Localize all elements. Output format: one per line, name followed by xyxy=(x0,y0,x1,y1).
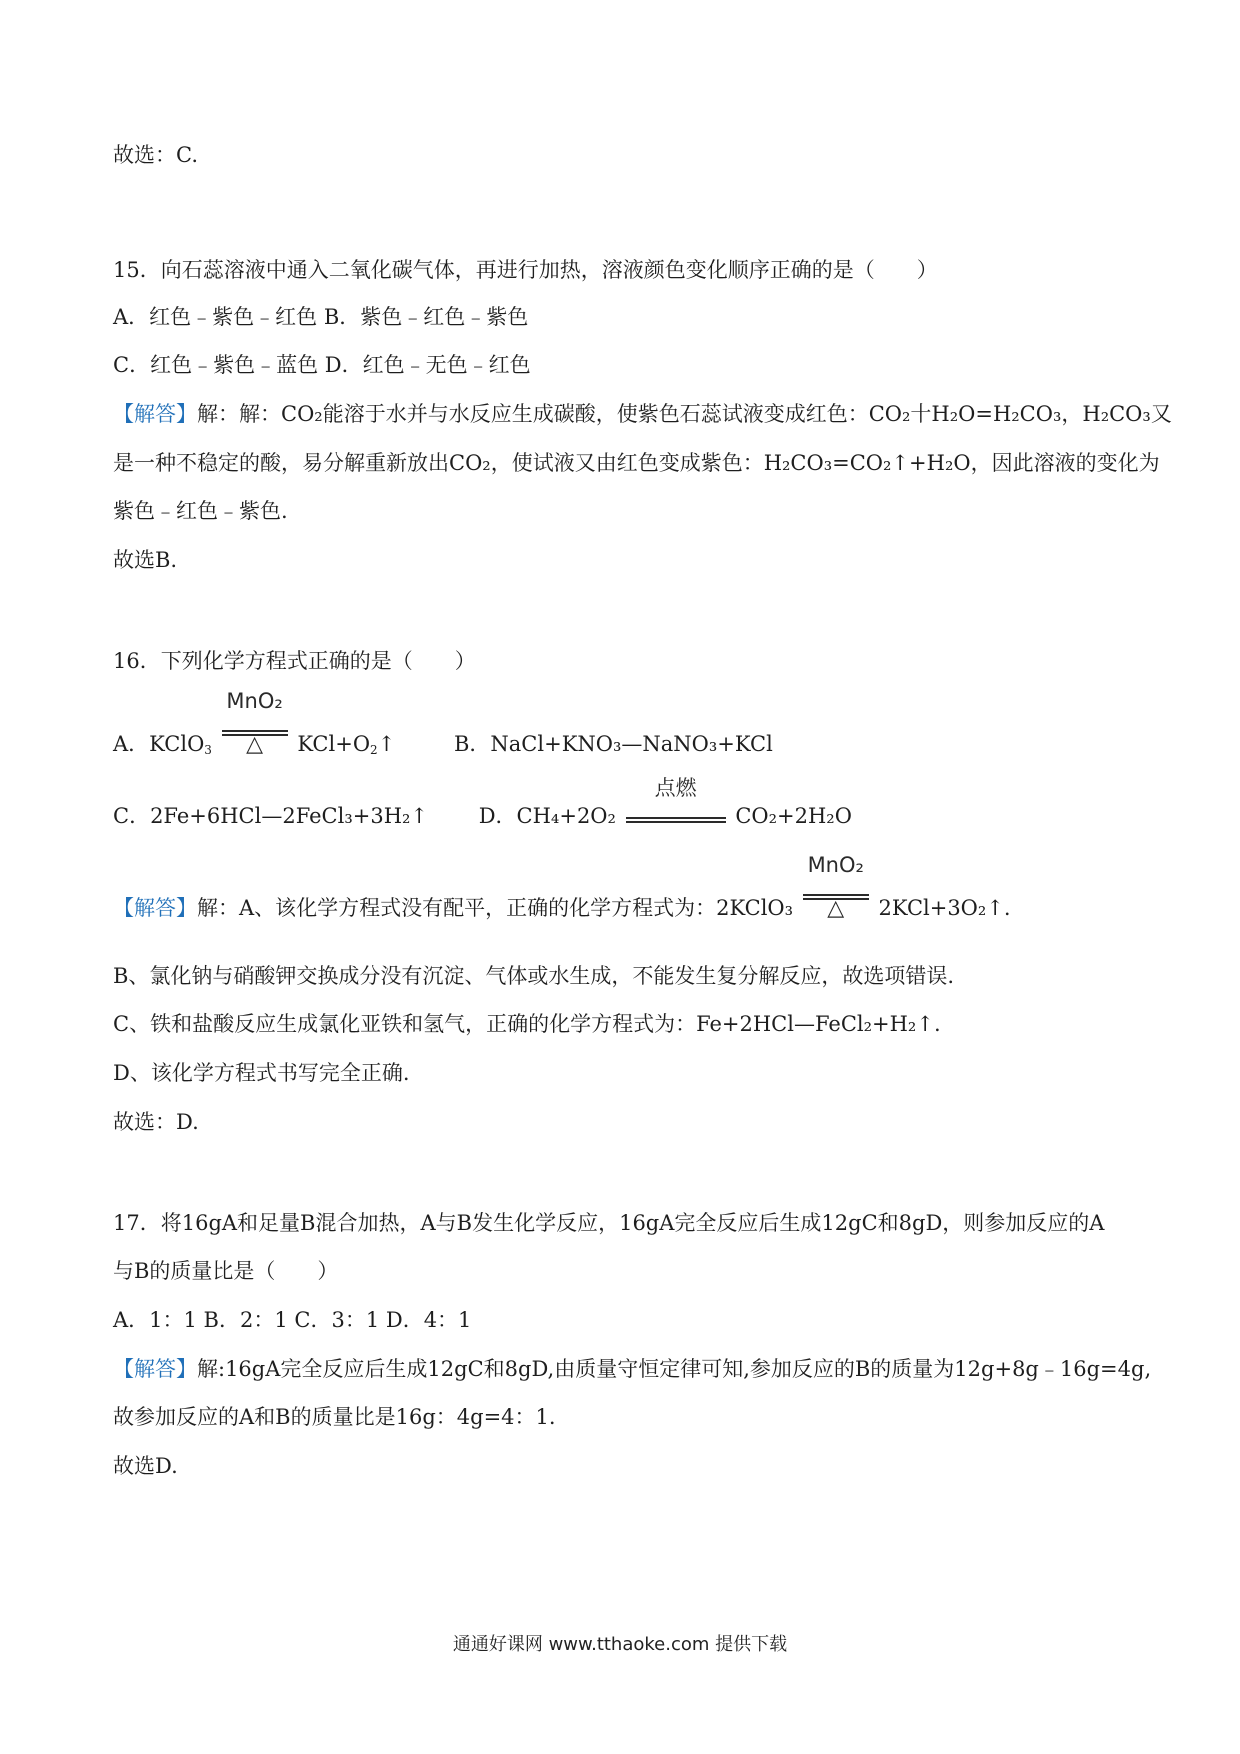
q17-solution-line-1 xyxy=(113,1354,1152,1384)
option-a-sub: 3 xyxy=(204,743,212,757)
q17-answer: 故选D. xyxy=(113,1454,178,1478)
q15-options-ab: A．红色﹣紫色﹣红色 B．紫色﹣红色﹣紫色 xyxy=(113,305,529,329)
solution-text: 解:16gA完全反应后生成12gC和8gD,由质量守恒定律可知,参加反应的B的质量为12g+8g﹣16g=4g, xyxy=(197,1357,1152,1381)
q16-solution-b: B、氯化钠与硝酸钾交换成分没有沉淀、气体或水生成，不能发生复分解反应，故选项错误. xyxy=(113,964,955,988)
solution-tag: 【解答】 xyxy=(113,896,197,920)
catalyst-heat-arrow xyxy=(222,689,288,757)
q16-answer: 故选：D. xyxy=(113,1110,199,1134)
catalyst-heat-arrow xyxy=(803,853,869,921)
heat-symbol: △ xyxy=(246,732,264,757)
option-d-left: D．CH₄+2O₂ xyxy=(478,804,616,828)
q14-answer: 故选：C. xyxy=(113,143,198,167)
solution-tag: 【解答】 xyxy=(113,402,197,426)
solution-text: 解：解：CO₂能溶于水并与水反应生成碳酸，使紫色石蕊试液变成红色：CO₂十H₂O=H₂CO₃，H₂CO₃又 xyxy=(197,402,1172,426)
q17-solution-line-2: 故参加反应的A和B的质量比是16g：4g=4：1. xyxy=(113,1405,556,1429)
solution-a-left: 解：A、该化学方程式没有配平，正确的化学方程式为：2KClO₃ xyxy=(197,896,794,920)
q15-answer: 故选B. xyxy=(113,548,178,572)
q16-stem: 16．下列化学方程式正确的是（ ） xyxy=(113,649,476,673)
ignite-arrow xyxy=(626,776,726,823)
option-a-left: A．KClO xyxy=(113,732,205,756)
option-c: C．2Fe+6HCl—2FeCl₃+3H₂↑ xyxy=(113,804,429,828)
q16-option-a-b xyxy=(113,689,1140,759)
q17-stem-line-2: 与B的质量比是（ ） xyxy=(113,1259,339,1283)
q16-option-c-d xyxy=(113,776,1140,831)
q16-solution-a xyxy=(113,853,1140,923)
double-bar xyxy=(626,817,726,823)
catalyst-label: MnO₂ xyxy=(226,689,283,713)
q17-stem-line-1: 17．将16gA和足量B混合加热，A与B发生化学反应，16gA完全反应后生成12gC和8gD，则参加反应的A xyxy=(113,1211,1105,1235)
q15-solution-line-3: 紫色﹣红色﹣紫色. xyxy=(113,499,288,523)
heat-symbol: △ xyxy=(827,896,845,921)
option-a-right: KCl+O xyxy=(297,732,371,756)
q17-options: A．1：1 B．2：1 C．3：1 D．4：1 xyxy=(113,1308,472,1332)
q16-solution-c: C、铁和盐酸反应生成氯化亚铁和氢气，正确的化学方程式为：Fe+2HCl—FeCl₂+H₂↑. xyxy=(113,1012,941,1036)
option-d-right: CO₂+2H₂O xyxy=(735,804,852,828)
q15-solution-line-1 xyxy=(113,399,1172,429)
ignite-label: 点燃 xyxy=(654,776,697,800)
solution-a-right: 2KCl+3O₂↑. xyxy=(878,896,1011,920)
option-a-arrow: ↑ xyxy=(377,732,396,756)
q16-solution-d: D、该化学方程式书写完全正确. xyxy=(113,1061,410,1085)
option-b: B．NaCl+KNO₃—NaNO₃+KCl xyxy=(453,732,773,756)
q15-stem: 15．向石蕊溶液中通入二氧化碳气体，再进行加热，溶液颜色变化顺序正确的是（ ） xyxy=(113,258,938,282)
q15-options-cd: C．红色﹣紫色﹣蓝色 D．红色﹣无色﹣红色 xyxy=(113,353,531,377)
q15-solution-line-2: 是一种不稳定的酸，易分解重新放出CO₂，使试液又由红色变成紫色：H₂CO₃=CO₂↑+H₂O，因此溶液的变化为 xyxy=(113,451,1160,475)
page-footer: 通通好课网 www.tthaoke.com 提供下载 xyxy=(452,1634,788,1655)
catalyst-label: MnO₂ xyxy=(807,853,864,877)
solution-tag: 【解答】 xyxy=(113,1357,197,1381)
option-a-right-sub: 2 xyxy=(370,743,378,757)
